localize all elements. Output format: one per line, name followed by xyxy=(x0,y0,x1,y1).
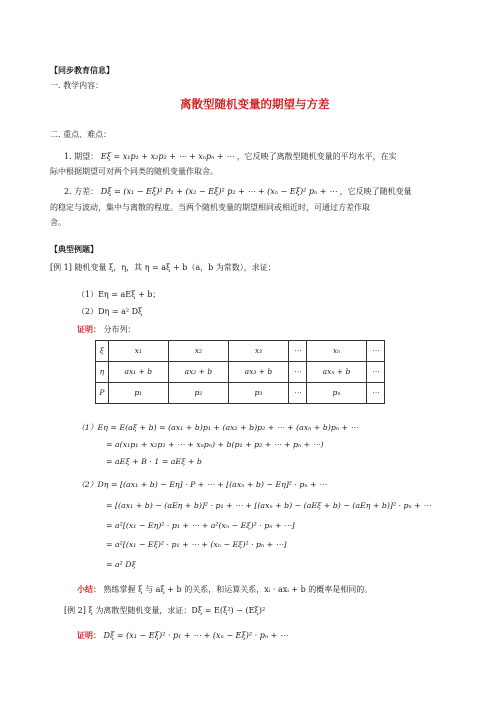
part2-line-2: = [(ax₁ + b) − (aEη + b)]² · p₁ + ⋯ + [(axₙ + b) − (aEξ + b) − (aEη + b)]² · pₙ + ⋯ xyxy=(106,501,431,510)
variance-formula: Dξ = (x₁ − Eξ)² P₁ + (x₂ − Eξ)² p₂ + ⋯ + (xₙ − Eξ)² pₙ + ⋯ xyxy=(100,187,338,196)
example1-text: 随机变量 ξ，η，其 η = aξ + b（a，b 为常数），求证： xyxy=(74,263,276,272)
example2-label: [例 2] xyxy=(64,606,86,615)
part2-line-4: = a²[(x₁ − Eξ)² · p₁ + ⋯ + (xₙ − Eξ)² · pₙ + ⋯] xyxy=(106,540,287,549)
variance-text-end: 舍。 xyxy=(50,218,66,227)
content-heading: 一. 教学内容： xyxy=(50,81,104,90)
variance-text-cont: 的稳定与波动，集中与离散的程度。当两个随机变量的期望相同或相近时，可通过方差作取 xyxy=(50,203,370,212)
proof-line xyxy=(77,324,136,336)
proof-text: 分布列： xyxy=(103,325,136,334)
distribution-cell: ⋯ xyxy=(367,362,385,383)
examples-heading: 【典型例题】 xyxy=(50,244,98,254)
page-title: 离散型随机变量的期望与方差 xyxy=(180,97,330,111)
distribution-cell: ⋯ xyxy=(367,341,385,362)
claim-2: （2）Dη = a² Dξ xyxy=(77,307,143,316)
claim-1: （1）Eη = aEξ + b； xyxy=(77,290,161,299)
example2-proof-line xyxy=(77,630,288,642)
section-label: 【同步教育信息】 xyxy=(50,65,114,75)
summary-line xyxy=(77,584,372,596)
example2-proof-label: 证明： xyxy=(77,630,101,640)
summary-label: 小结： xyxy=(77,584,101,594)
distribution-cell: xₙ xyxy=(306,341,366,362)
example2-proof-formula: Dξ = (x₁ − Eξ)² · p₁ + ⋯ + (xₙ − Eξ)² · pₙ + ⋯ xyxy=(103,631,288,640)
part1-line-3: = aEξ + B · 1 = aEξ + b xyxy=(106,457,202,466)
distribution-cell: x₂ xyxy=(168,341,228,362)
distribution-cell: pₙ xyxy=(306,383,366,404)
example2-statement xyxy=(64,606,265,617)
distribution-cell: ax₂ + b xyxy=(168,362,228,383)
distribution-cell: ⋯ xyxy=(289,341,307,362)
points-heading: 二. 重点、难点： xyxy=(50,130,112,139)
distribution-row-header: ξ xyxy=(96,341,109,362)
distribution-row xyxy=(96,383,385,404)
distribution-row xyxy=(96,362,385,383)
expectation-text-cont: 际中根据期望可对两个同类的随机变量作取舍。 xyxy=(50,167,218,176)
proof-label: 证明： xyxy=(77,324,101,334)
example1-statement xyxy=(50,263,276,274)
distribution-cell: x₁ xyxy=(108,341,168,362)
distribution-cell: ax₃ + b xyxy=(228,362,288,383)
expectation-formula: Eξ = x₁p₁ + x₂p₂ + ⋯ + xₙpₙ + ⋯ xyxy=(100,152,235,161)
distribution-cell: ⋯ xyxy=(289,383,307,404)
example1-label: [例 1] xyxy=(50,263,72,272)
expectation-label: 1. 期望： xyxy=(64,152,99,161)
part1-line-2: = a(x₁p₁ + x₂p₂ + ⋯ + xₙpₙ) + b(p₁ + p₂ + ⋯ + pₙ + ⋯) xyxy=(106,440,324,449)
variance-line xyxy=(64,187,412,198)
summary-text: 熟练掌握 ξ 与 aξ + b 的关系，和运算关系，xᵢ · axᵢ + b 的概率是相同的。 xyxy=(103,585,373,594)
distribution-row xyxy=(96,341,385,362)
expectation-line xyxy=(64,152,397,163)
distribution-cell: p₁ xyxy=(108,383,168,404)
part2-line-1: （2）Dη = [(ax₁ + b) − Eη] · P + ⋯ + [(axₙ + b) − Eη]² · pₙ + ⋯ xyxy=(77,480,327,489)
distribution-cell: p₂ xyxy=(168,383,228,404)
distribution-cell: p₃ xyxy=(228,383,288,404)
distribution-cell: axₙ + b xyxy=(306,362,366,383)
example2-text: ξ 为离散型随机变量，求证：Dξ = E(ξ²) − (Eξ)² xyxy=(88,606,266,615)
distribution-table xyxy=(95,340,385,404)
distribution-cell: ⋯ xyxy=(289,362,307,383)
distribution-cell: x₃ xyxy=(228,341,288,362)
distribution-row-header: η xyxy=(96,362,109,383)
expectation-text: ，它反映了离散型随机变量的平均水平，在实 xyxy=(236,152,397,161)
part2-line-5: = a² Dξ xyxy=(106,560,136,569)
distribution-cell: ⋯ xyxy=(367,383,385,404)
variance-text: ，它反映了随机变量 xyxy=(339,187,412,196)
variance-label: 2. 方差： xyxy=(64,187,99,196)
part2-line-3: = a²[(x₁ − Eη)² · p₁ + ⋯ + a²(xₙ − Eξ)² · pₙ + ⋯] xyxy=(106,521,295,530)
distribution-row-header: P xyxy=(96,383,109,404)
distribution-cell: ax₁ + b xyxy=(108,362,168,383)
part1-line-1: （1）Eη = E(aξ + b) = (ax₁ + b)p₁ + (ax₂ + b)p₂ + ⋯ + (axₙ + b)pₙ + ⋯ xyxy=(77,423,359,432)
